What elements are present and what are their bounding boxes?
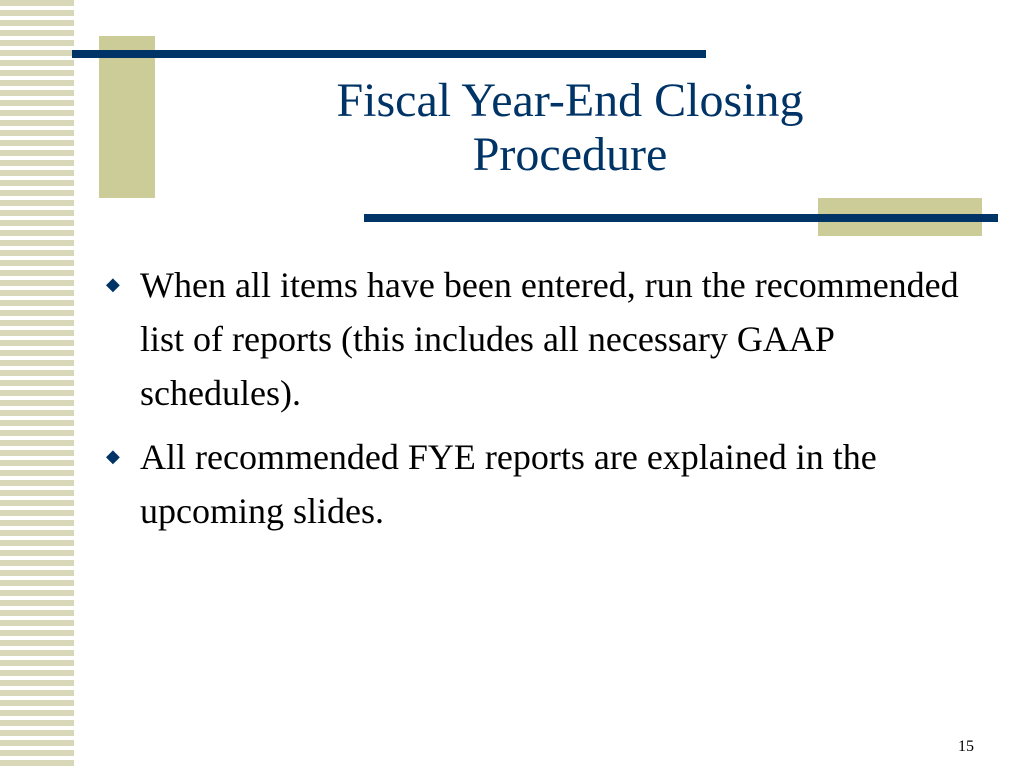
title-rule-bottom [364, 214, 998, 222]
decorative-tan-block-top [99, 36, 155, 198]
slide-title [170, 74, 970, 182]
left-stripe-band [0, 0, 74, 768]
bullet-text: All recommended FYE reports are explained in the upcoming slides. [140, 437, 877, 531]
page-number: 15 [958, 738, 974, 755]
diamond-bullet-icon: ◆ [106, 446, 120, 467]
diamond-bullet-icon: ◆ [106, 274, 120, 295]
bullet-item [104, 430, 984, 538]
slide-title-line-1: Fiscal Year-End Closing [336, 74, 804, 127]
slide-title-line-2: Procedure [472, 128, 668, 181]
title-rule-top [72, 50, 706, 58]
bullet-item [104, 258, 984, 420]
bullet-text: When all items have been entered, run the recommended list of reports (this includes all necessary GAAP schedules). [140, 265, 959, 413]
bullet-list [104, 258, 984, 548]
